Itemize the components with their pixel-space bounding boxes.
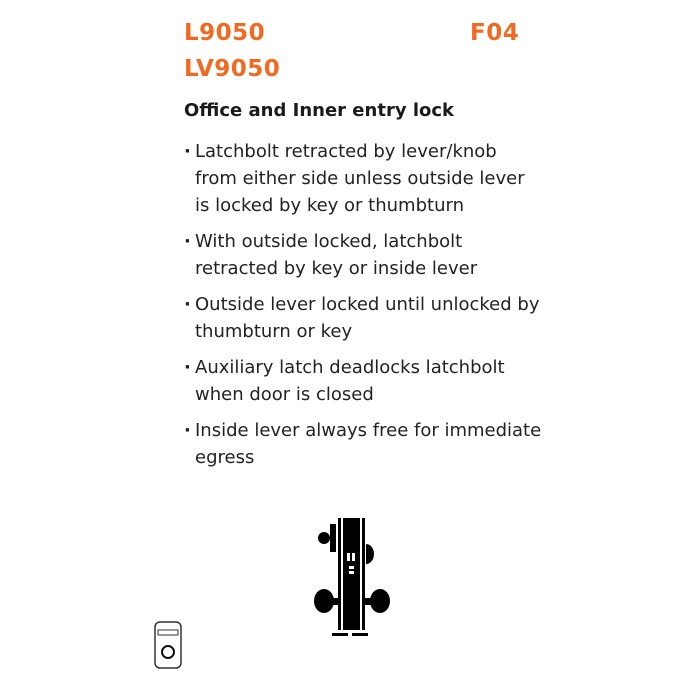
cylinder-escutcheon-icon [153, 620, 183, 670]
model-number-lv9050: LV9050 [184, 56, 281, 82]
feature-item: · With outside locked, latchbolt retracted by key or inside lever [184, 228, 544, 282]
feature-item: · Auxiliary latch deadlocks latchbolt when door is closed [184, 354, 544, 408]
feature-list [184, 138, 544, 480]
mortise-lock-diagram-icon [312, 516, 392, 641]
function-title: Office and Inner entry lock [184, 100, 454, 121]
model-number-l9050: L9050 [184, 20, 266, 46]
feature-item: · Latchbolt retracted by lever/knob from either side unless outside lever is locked by key or thumbturn [184, 138, 544, 219]
feature-item: · Outside lever locked until unlocked by thumbturn or key [184, 291, 544, 345]
function-code: F04 [470, 20, 520, 46]
feature-item: · Inside lever always free for immediate egress [184, 417, 544, 471]
